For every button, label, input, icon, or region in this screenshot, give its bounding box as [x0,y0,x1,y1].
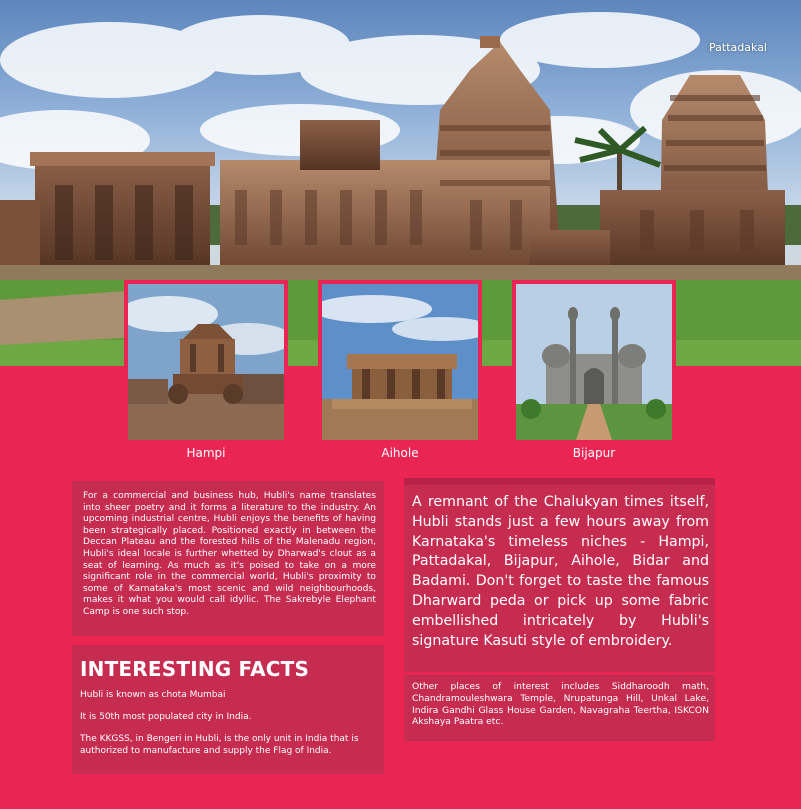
intro-paragraph: For a commercial and business hub, Hubli's name translates into sheer poetry and it forms a literature to the industry. An upcoming industrial centre, Hubli enjoys the benefits of having been strategically placed. Positioned exactly in between the Deccan Plateau and the forested hills of the Malenadu region, Hubli's ideal locale is further whetted by Dharwad's clout as a seat of learning. As much as it's poised to take on a more significant role in the commercial world, Hubli's proximity to some of Karnataka's most scenic and wild neighbourhoods, makes it what you would call idyllic. The Sakrebyle Elephant Camp is one such stop. [83,491,376,617]
bijapur-photo [516,284,672,440]
other-places-paragraph: Other places of interest includes Siddharoodh math, Chandramouleshwara Temple, Nrupatunga Hill, Unkal Lake, Indira Gandhi Glass House Garden, Navagraha Teertha, ISKCON Akshaya Paatra etc. [412,681,709,728]
aihole-photo [322,284,478,440]
fact-item: The KKGSS, in Bengeri in Hubli, is the only unit in India that is authorized to manufacture and supply the Flag of India. [80,734,359,756]
hero-caption: Pattadakal [709,41,767,54]
fact-item: Hubli is known as chota Mumbai [80,690,226,700]
thumbnail-label-aihole: Aihole [381,446,419,460]
fact-item: It is 50th most populated city in India. [80,712,252,723]
thumbnail-hampi [124,280,288,444]
highlight-panel [404,478,715,672]
facts-title: INTERESTING FACTS [80,657,310,681]
thumbnail-label-bijapur: Bijapur [572,446,616,460]
hampi-photo [128,284,284,440]
intro-panel [72,481,384,636]
interesting-facts-panel [72,645,384,774]
highlight-paragraph: A remnant of the Chalukyan times itself, Hubli stands just a few hours away from Karnataka's timeless niches - Hampi, Pattadakal, Bijapur, Aihole, Bidar and Badami. Don't forget to taste the famous Dharward peda or pick up some fabric embellished intricately by Hubli's signature Kasuti style of embroidery. [412,494,709,649]
thumbnail-bijapur [512,280,676,444]
other-places-panel [404,675,715,741]
thumbnail-aihole [318,280,482,444]
thumbnail-label-hampi: Hampi [186,446,226,460]
